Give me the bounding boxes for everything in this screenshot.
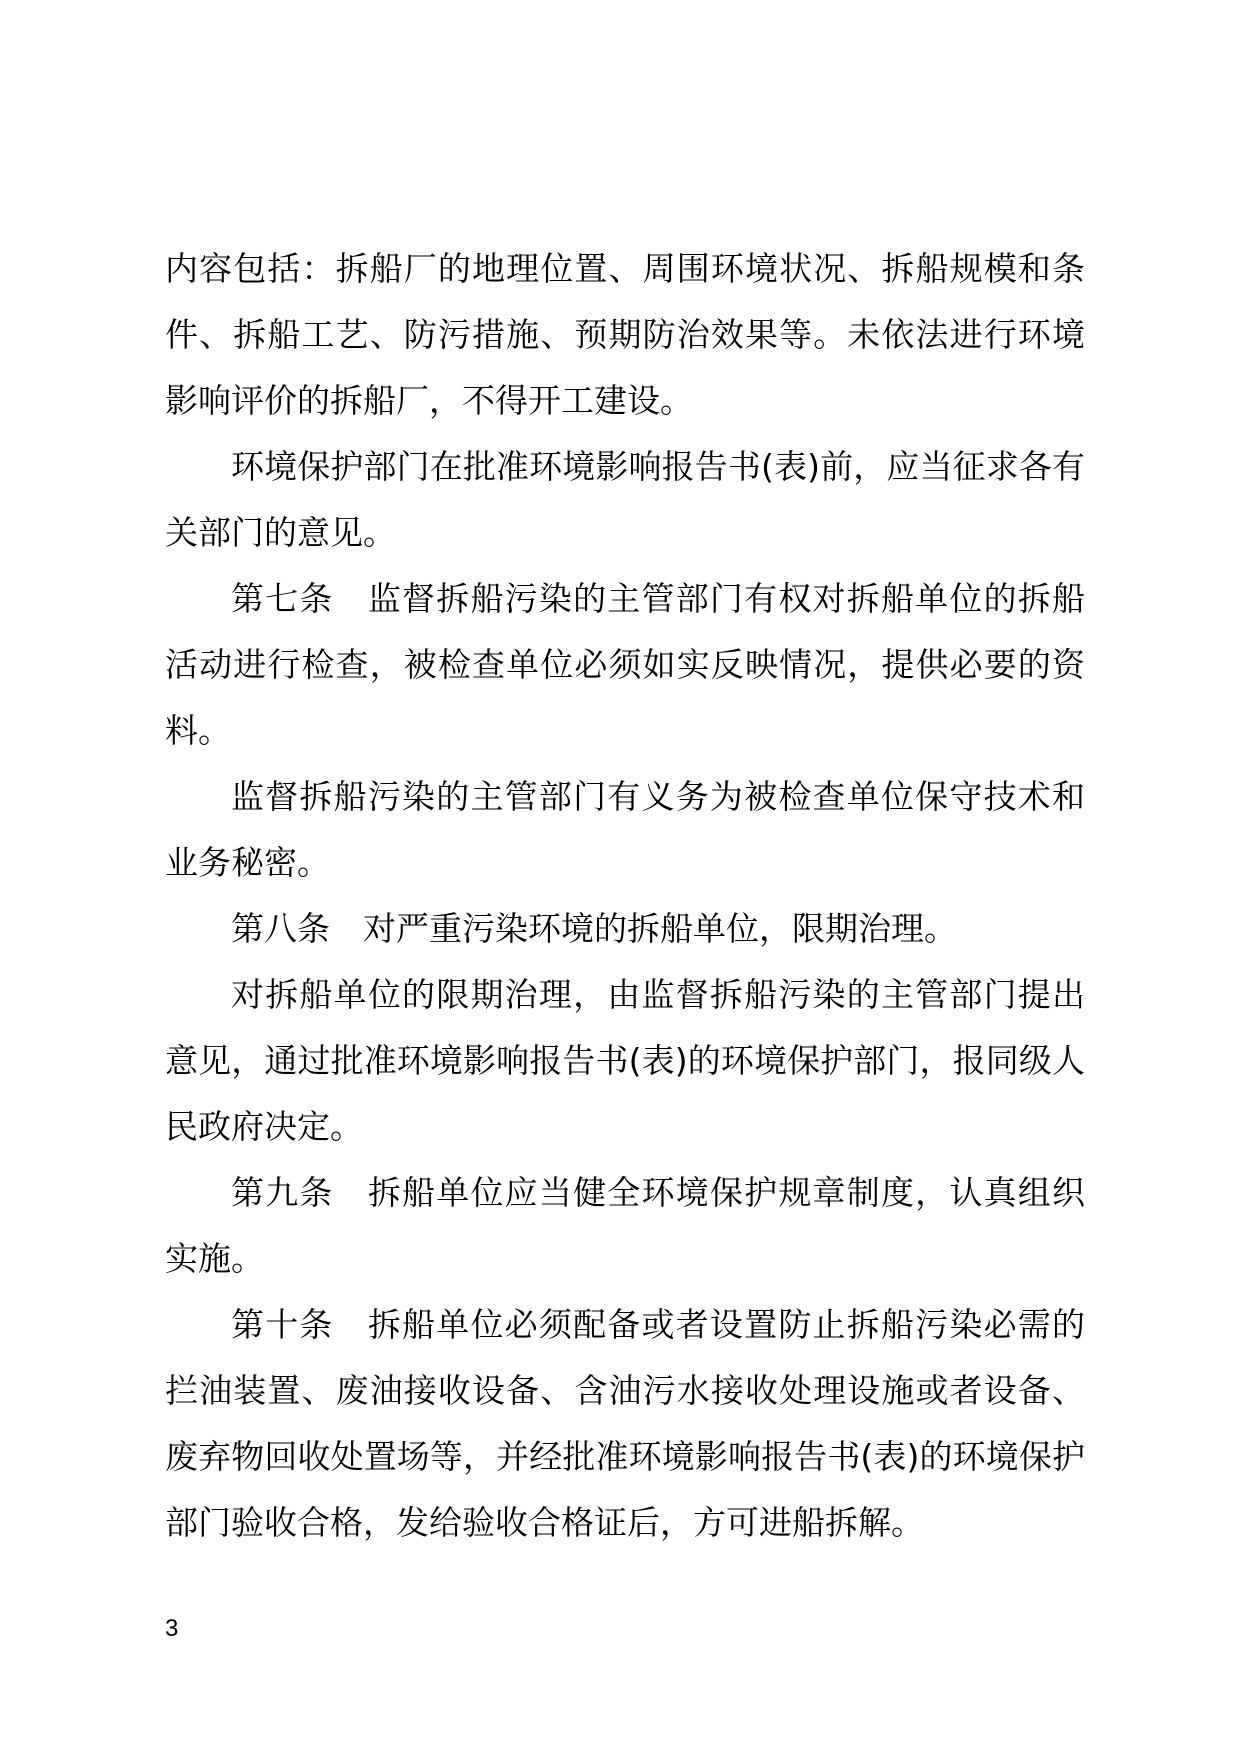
paragraph-article-9: 第九条 拆船单位应当健全环境保护规章制度，认真组织实施。 [165,1173,1085,1278]
page-number: 3 [165,1615,179,1642]
paragraph-article-7: 第七条 监督拆船污染的主管部门有权对拆船单位的拆船活动进行检查，被检查单位必须如实反映情况，提供必要的资料。 [165,579,1085,750]
paragraph-2: 环境保护部门在批准环境影响报告书(表)前，应当征求各有关部门的意见。 [165,447,1085,552]
paragraph-4: 监督拆船污染的主管部门有义务为被检查单位保守技术和业务秘密。 [165,777,1085,882]
paragraph-article-8: 第八条 对严重污染环境的拆船单位，限期治理。 [231,909,957,948]
paragraph-1: 内容包括：拆船厂的地理位置、周围环境状况、拆船规模和条件、拆船工艺、防污措施、预期防治效果等。未依法进行环境影响评价的拆船厂，不得开工建设。 [165,249,1085,420]
paragraph-6: 对拆船单位的限期治理，由监督拆船污染的主管部门提出意见，通过批准环境影响报告书(表)的环境保护部门，报同级人民政府决定。 [165,975,1085,1146]
paragraph-article-10: 第十条 拆船单位必须配备或者设置防止拆船污染必需的拦油装置、废油接收设备、含油污水接收处理设施或者设备、废弃物回收处置场等，并经批准环境影响报告书(表)的环境保护部门验收合格，发给验收合格证后，方可进船拆解。 [165,1305,1085,1542]
document-body [165,236,1085,1556]
